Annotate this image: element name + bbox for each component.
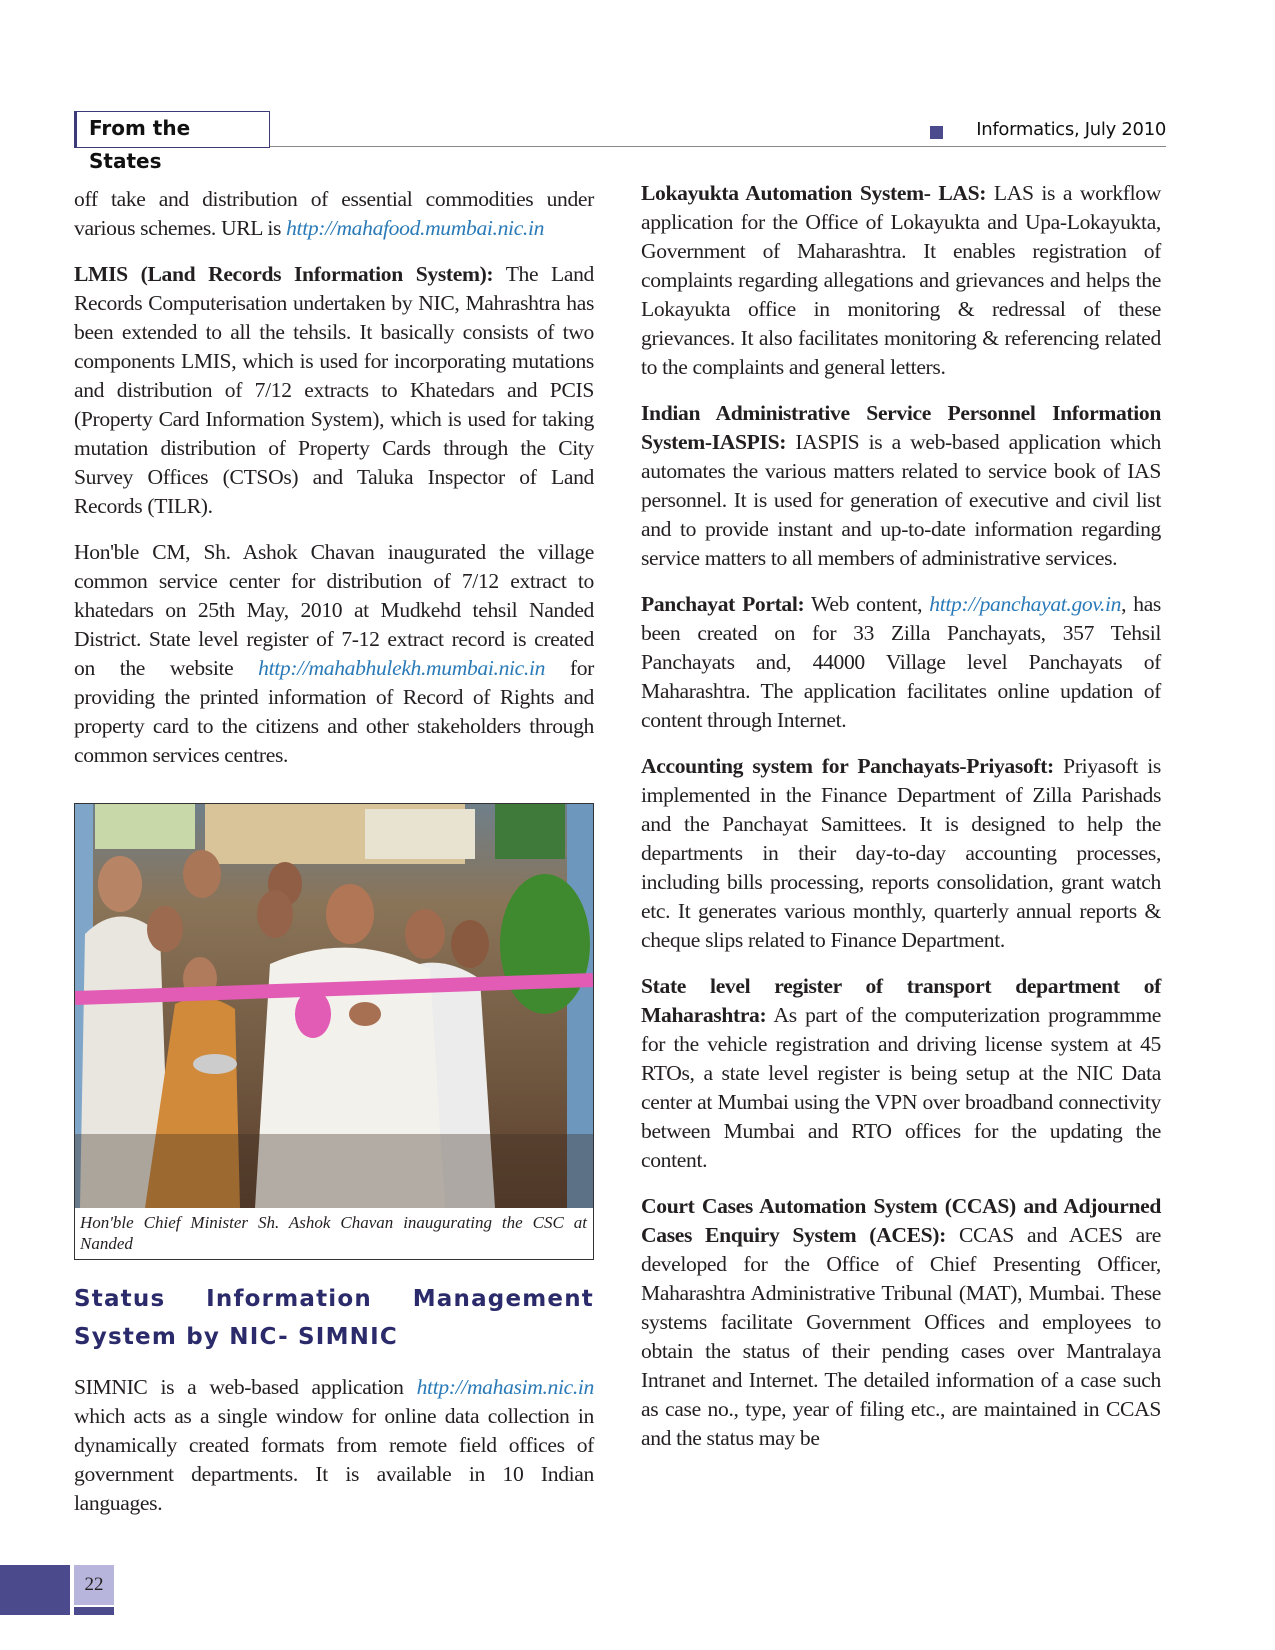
photo-caption: Hon'ble Chief Minister Sh. Ashok Chavan inaugurating the CSC at Nanded <box>80 1213 587 1253</box>
paragraph-commodities <box>74 185 594 243</box>
paragraph-text: Hon'ble CM, Sh. Ashok Chavan inaugurated the village common service center for distribution of 7/12 extract to khatedars on 25th May, 2010 at Mudkehd tehsil Nanded District. State level register of 7-12 extract record is created on the website <box>74 540 594 680</box>
paragraph-text: The Land Records Computerisation undertaken by NIC, Mahrashtra has been extended to all the tehsils. It basically consists of two components LMIS, which is used for incorporating mutations and distribution of 7/12 extracts to Khatedars and PCIS (Property Card Information System), which is used for taking mutation distribution of Property Cards through the City Survey Offices (CTSOs) and Taluka Inspector of Land Records (TILR). <box>74 262 594 518</box>
paragraph-text: for providing the printed information of Record of Rights and property card to the citizens and other stakeholders through common services centres. <box>74 656 594 767</box>
header-square-icon <box>930 126 943 139</box>
paragraph-ccas-aces <box>641 1192 1161 1453</box>
paragraph-iaspis <box>641 399 1161 573</box>
issue-label: Informatics, July 2010 <box>976 119 1166 140</box>
section-tab: From the States <box>74 111 270 148</box>
footer-band <box>0 1565 70 1615</box>
paragraph-text: As part of the computerization programmme for the vehicle registration and driving license system at 45 RTOs, a state level register is being setup at the NIC Data center at Mumbai using the VPN over broadband connectivity between Mumbai and RTO offices for the updating the content. <box>641 1003 1161 1172</box>
paragraph-text: Priyasoft is implemented in the Finance Department of Zilla Parishads and the Panchayat Samittees. It is designed to help the departments in their day-to-day accounting processes, including bills processing, reports consolidation, grant watch etc. It generates various monthly, quarterly annual reports & cheque slips related to Finance Department. <box>641 754 1161 952</box>
link-panchayat[interactable]: http://panchayat.gov.in <box>929 592 1122 616</box>
link-mahabhulekh[interactable]: http://mahabhulekh.mumbai.nic.in <box>258 656 546 680</box>
right-column <box>641 179 1161 1453</box>
paragraph-text: Web content, <box>804 592 930 616</box>
section-heading-simnic: Status Information Management System by NIC- SIMNIC <box>74 1286 594 1350</box>
paragraph-title: Indian Administrative Service Personnel Information System-IASPIS: <box>641 401 1161 454</box>
paragraph-las <box>641 179 1161 382</box>
paragraph-csc-inauguration <box>74 538 594 770</box>
paragraph-text: off take and distribution of essential commodities under various schemes. URL is <box>74 187 594 240</box>
link-mahafood[interactable]: http://mahafood.mumbai.nic.in <box>286 216 545 240</box>
paragraph-title: Accounting system for Panchayats-Priyasoft: <box>641 754 1054 778</box>
paragraph-text: CCAS and ACES are developed for the Office of Chief Presenting Officer, Maharashtra Administrative Tribunal (MAT), Mumbai. These systems facilitate Government Offices and employees to obtain the status of their pending cases over Mantralaya Intranet and Internet. The detailed information of a case such as case no., type, year of filing etc., are maintained in CCAS and the status may be <box>641 1223 1161 1450</box>
paragraph-panchayat-portal <box>641 590 1161 735</box>
link-mahasim[interactable]: http://mahasim.nic.in <box>416 1375 594 1399</box>
paragraph-title: LMIS (Land Records Information System): <box>74 262 494 286</box>
paragraph-text: , has been created on for 33 Zilla Panchayats, 357 Tehsil Panchayats and, 44000 Village level Panchayats of Maharashtra. The application facilitates online updation of content through Internet. <box>641 592 1161 732</box>
header-rule <box>270 146 1166 147</box>
paragraph-title: Lokayukta Automation System- LAS: <box>641 181 987 205</box>
inauguration-photo <box>75 804 593 1208</box>
footer-tab <box>74 1607 114 1615</box>
paragraph-lmis <box>74 260 594 521</box>
paragraph-simnic <box>74 1373 594 1518</box>
paragraph-transport-register <box>641 972 1161 1175</box>
paragraph-title: Panchayat Portal: <box>641 592 805 616</box>
page-number: 22 <box>74 1565 114 1605</box>
paragraph-title: Court Cases Automation System (CCAS) and Adjourned Cases Enquiry System (ACES): <box>641 1194 1161 1247</box>
paragraph-priyasoft <box>641 752 1161 955</box>
paragraph-text: which acts as a single window for online data collection in dynamically created formats from remote field offices of government departments. It is available in 10 Indian languages. <box>74 1404 594 1515</box>
paragraph-title: State level register of transport department of Maharashtra: <box>641 974 1161 1027</box>
paragraph-text: IASPIS is a web-based application which automates the various matters related to service book of IAS personnel. It is used for generation of executive and civil list and to provide instant and up-to-date information regarding service matters to all members of administrative services. <box>641 430 1161 570</box>
paragraph-text: SIMNIC is a web-based application <box>74 1375 417 1399</box>
left-column <box>74 185 594 1518</box>
photo-figure <box>74 803 594 1260</box>
paragraph-text: LAS is a workflow application for the Office of Lokayukta and Upa-Lokayukta, Government of Maharashtra. It enables registration of complaints regarding allegations and grievances and helps the Lokayukta office in monitoring & redressal of these grievances. It also facilitates monitoring & referencing related to the complaints and general letters. <box>641 181 1161 379</box>
